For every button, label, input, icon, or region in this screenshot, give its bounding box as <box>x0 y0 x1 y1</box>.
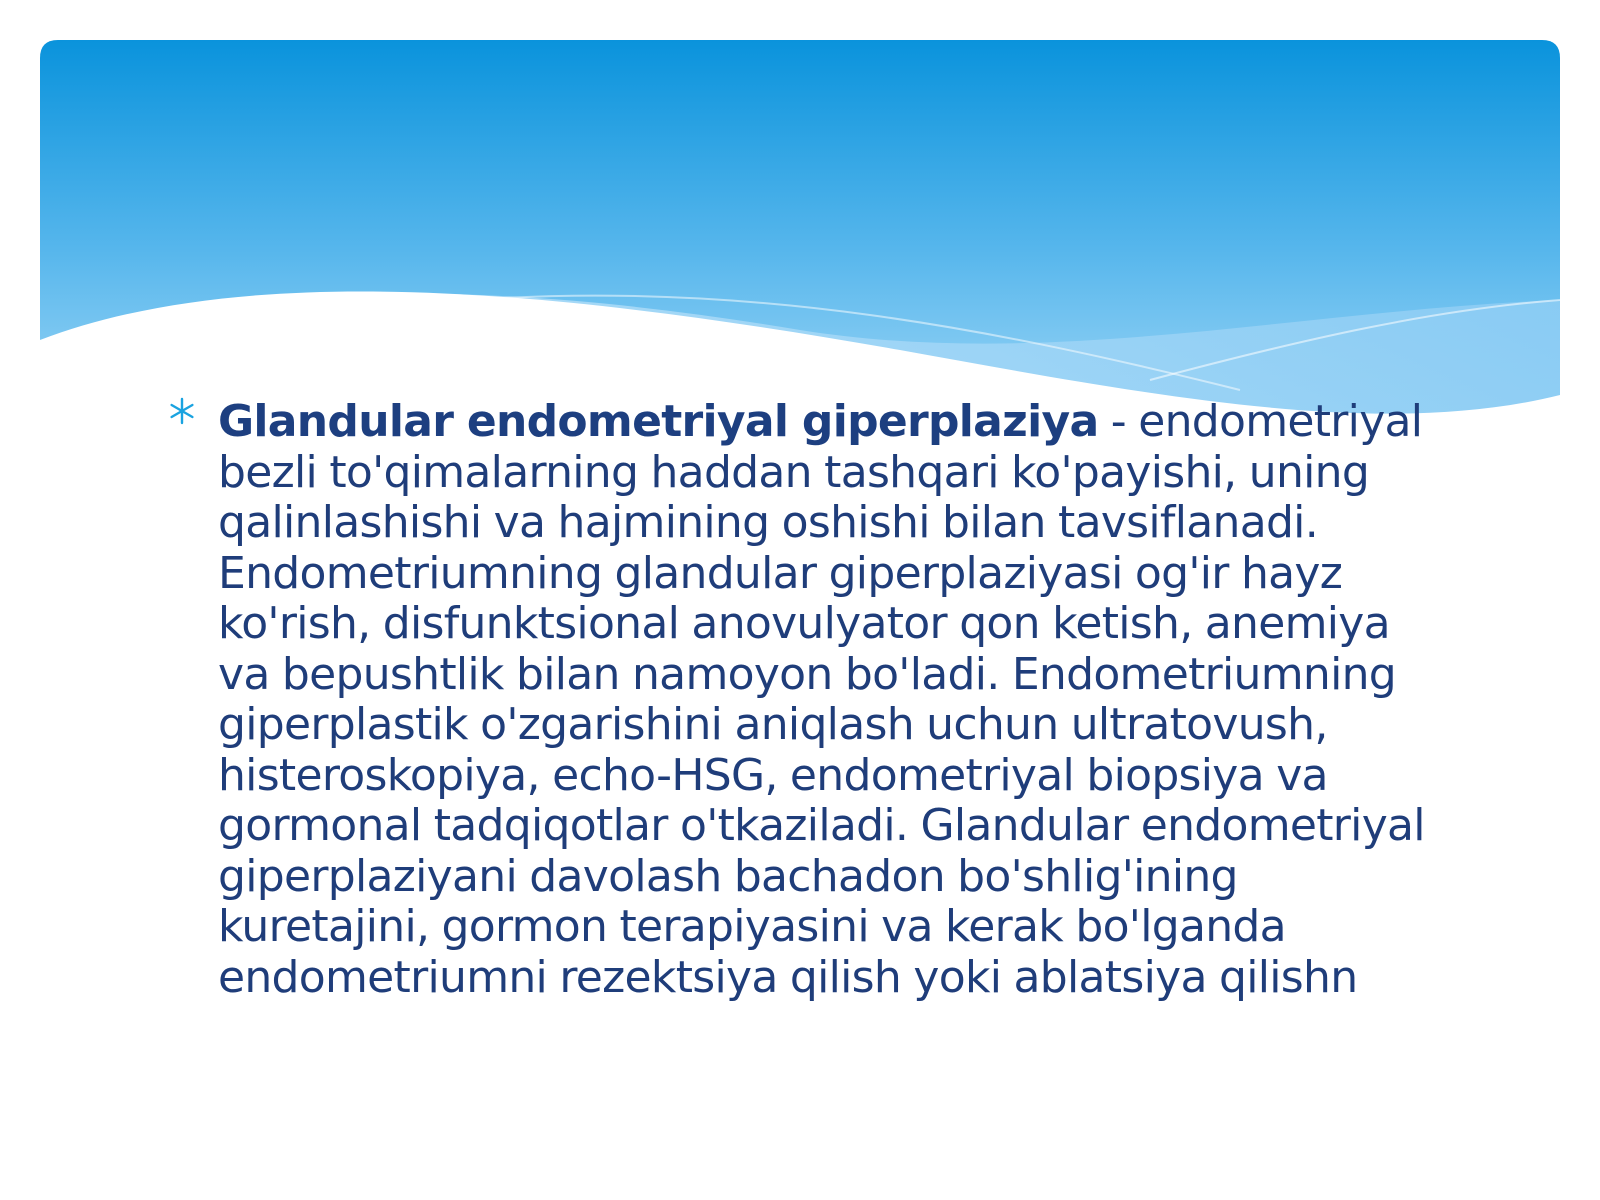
bullet-paragraph <box>218 397 1448 1003</box>
term-definition: - endometriyal bezli to'qimalarning haddan tashqari ko'payishi, uning qalinlashishi va hajmining oshishi bilan tavsiflanadi. Endometriumning glandular giperplaziyasi og'ir hayz ko'rish, disfunktsional anovulyator qon ketish, anemiya va bepushtlik bilan namoyon bo'ladi. Endometriumning giperplastik o'zgarishini aniqlash uchun ultratovush, histeroskopiya, echo-HSG, endometriyal biopsiya va gormonal tadqiqotlar o'tkaziladi. Glandular endometriyal giperplaziyani davolash bachadon bo'shlig'ining kuretajini, gormon terapiyasini va kerak bo'lganda endometriumni rezektsiya qilish yoki ablatsiya qilishn <box>218 396 1425 1003</box>
term-heading: Glandular endometriyal giperplaziya <box>218 396 1099 447</box>
asterisk-bullet-icon <box>168 397 196 425</box>
list-item <box>168 397 1448 1003</box>
bullet-list <box>168 397 1448 1003</box>
